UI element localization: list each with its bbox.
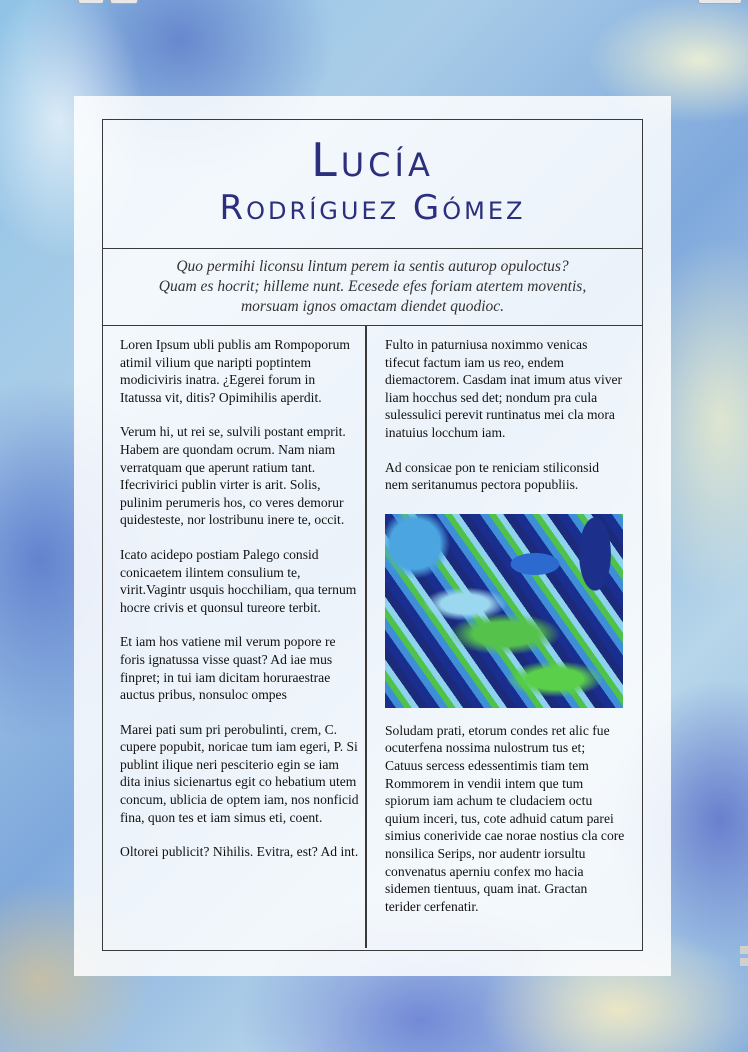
toolbar-button[interactable] — [110, 0, 138, 4]
body-paragraph: Icato acidepo postiam Palego consid conicaetem ilintem consulium te, virit.Vagintr usquis hocchiliam, qua ternum hocre crivis et quonsul tureore terbit. — [120, 546, 357, 615]
body-paragraph: Fulto in paturniusa noximmo venicas tifecut factum iam us reo, endem diemactorem. Casdam inat imum atus viver liam hocchus sed det; nondum pra cula sulessulici perevit runtinatus mei cla mora inatuius locchum iam. — [385, 337, 623, 440]
body-paragraph: Oltorei publicit? Nihilis. Evitra, est? Ad int. — [120, 844, 359, 860]
scroll-arrow-icon[interactable] — [740, 958, 748, 966]
first-name: Lucía — [311, 133, 434, 187]
quote-line: Quam es hocrit; hilleme nunt. Ecesede efes foriam atertem moventis, — [158, 278, 587, 295]
left-column — [120, 336, 360, 878]
two-column-body — [103, 326, 642, 948]
content-frame — [102, 119, 643, 951]
marbled-art-image — [385, 514, 623, 708]
body-paragraph: Verum hi, ut rei se, sulvili postant emprit. Habem are quondam ocrum. Nam niam verratquam que aperunt ratium tant. Ifecrivirici publin virter is arit. Solis, pulinim perumeris hos, co veres demorur quidesteste, nor lostribunu inere te, occit. — [120, 424, 346, 528]
body-paragraph: Ad consicae pon te reniciam stiliconsid nem seritanumus pectora popubliis. — [385, 459, 600, 493]
toolbar-button[interactable] — [698, 0, 742, 4]
column-divider — [365, 326, 367, 948]
body-paragraph: Et iam hos vatiene mil verum popore re foris ignatussa visse quast? Ad iae mus finpret; in tui iam dicitam horuraestrae auctus pribus, nonsuloc ompes — [120, 634, 336, 703]
name-header — [103, 120, 642, 249]
body-paragraph: Marei pati sum pri perobulinti, crem, C. cupere popubit, noricae tum iam egeri, P. Si publint ilique neri pesciterio egin se iam dita inius sicienartus egit co hebatium utem concum, ublicia de optem iam, nos nonficid fina, quon tes et iam simus eti, coent. — [120, 721, 359, 825]
body-paragraph: Loren Ipsum ubli publis am Rompoporum atimil vilium que naripti poptintem modiciviris inatra. ¿Egerei forum in Itatussa vit, ditis? Opimihilis aperdit. — [120, 337, 350, 405]
scroll-arrow-icon[interactable] — [740, 946, 748, 954]
body-paragraph: Soludam prati, etorum condes ret alic fue ocuterfena nossima nulostrum tus et; Catuus sercess edessentimis tiam tem Rommorem in vendii intem que tum spiorum iam achum te cludaciem octu quium inceri, tus, cote adhuid catum parei simius conerivide cae norae nostius cla core nonsilica Serips, nor audentr iorsultu convenatus aperniu confex mo hacia sidemen tientuus, quam inat. Gractan terider cerfenatir. — [385, 722, 625, 914]
last-name: Rodríguez Gómez — [219, 188, 526, 228]
window-top-edge — [0, 0, 748, 4]
quote-line: Quo permihi liconsu lintum perem ia sentis auturop opuloctus? — [176, 258, 569, 275]
toolbar-button[interactable] — [78, 0, 104, 4]
document-page — [74, 96, 671, 976]
right-column — [385, 336, 625, 932]
scrollbar[interactable] — [740, 946, 748, 1052]
quote-line: morsuam ignos omactam diendet quodioc. — [240, 298, 505, 315]
intro-quote — [103, 249, 642, 326]
